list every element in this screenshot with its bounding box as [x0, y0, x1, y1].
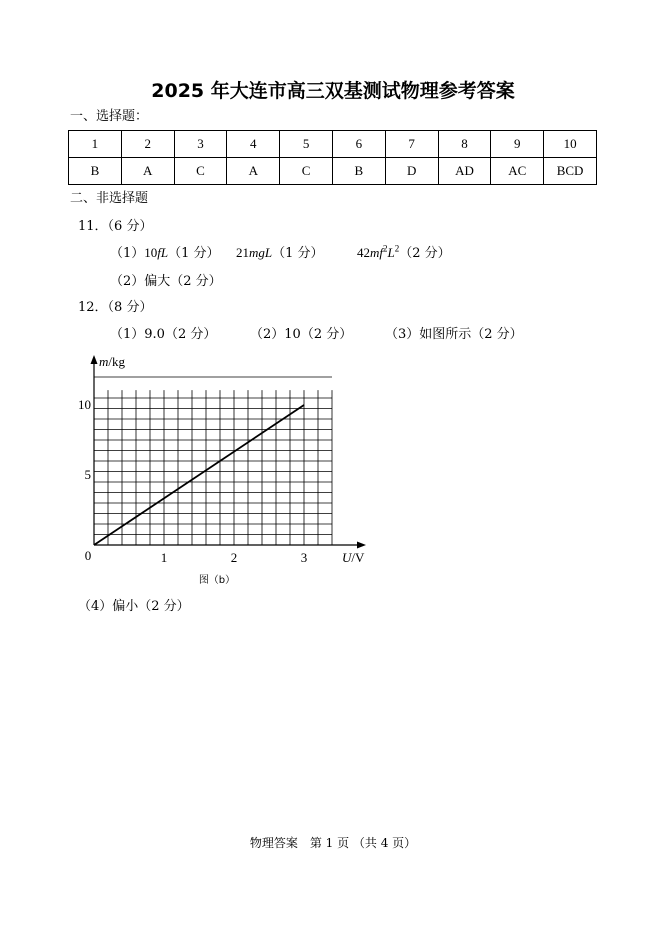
answer-cell: B	[69, 158, 122, 185]
question-number-cell: 2	[121, 131, 174, 158]
question-number-cell: 10	[544, 131, 597, 158]
question-number-cell: 9	[491, 131, 544, 158]
q12-answer-3: （3）如图所示（2 分）	[385, 327, 523, 342]
q11-a1-value: 10	[144, 245, 158, 260]
axis-unit: /V	[351, 550, 365, 565]
q11-a3-exponent: 2	[394, 243, 400, 254]
y-axis-arrow	[91, 355, 98, 364]
q11-heading: 11．（6 分）	[78, 219, 153, 234]
figure-caption: 图（b）	[198, 575, 236, 586]
axis-unit: /kg	[108, 354, 126, 369]
q11-a2-value: 21	[236, 245, 249, 260]
page-title: 2025 年大连市高三双基测试物理参考答案	[151, 80, 515, 102]
q11-a3-var-m: m	[370, 245, 380, 260]
question-number-cell: 4	[227, 131, 280, 158]
axis-variable: m	[99, 354, 109, 369]
q12-answer-4: （4）偏小（2 分）	[78, 599, 190, 614]
q11-a3-var-f: f	[379, 245, 384, 260]
answer-cell: BCD	[544, 158, 597, 185]
x-tick-label: 2	[230, 550, 238, 565]
q12-heading: 12．（8 分）	[78, 300, 153, 315]
axis-variable: U	[342, 550, 352, 565]
question-number-cell: 7	[385, 131, 438, 158]
x-tick-label: 0	[84, 548, 92, 563]
x-axis-arrow	[357, 542, 366, 549]
answer-cell: A	[227, 158, 280, 185]
q11-a3-var-L: L	[387, 245, 395, 260]
question-number-cell: 5	[280, 131, 333, 158]
q11-a3-exponent: 2	[383, 243, 388, 254]
question-number-cell: 8	[438, 131, 491, 158]
chart-grid	[94, 377, 332, 545]
answer-cell: AD	[438, 158, 491, 185]
q11-a2-variable: mgL	[249, 245, 273, 260]
answer-cell: AC	[491, 158, 544, 185]
answer-cell: D	[385, 158, 438, 185]
x-axis-label	[342, 550, 365, 565]
page-footer: 物理答案 第 1 页 （共 4 页）	[249, 836, 417, 850]
section-nonchoice-heading: 二、非选择题	[70, 191, 149, 206]
section-choice-heading: 一、选择题：	[70, 109, 149, 124]
question-number-cell: 6	[332, 131, 385, 158]
y-tick-label: 10	[78, 397, 91, 412]
q12-answer-1: （1）9.0（2 分）	[110, 327, 217, 342]
q11-part-label: （1）	[110, 246, 145, 261]
question-number-cell: 1	[69, 131, 122, 158]
answer-cell: C	[174, 158, 227, 185]
answer-cell: A	[121, 158, 174, 185]
question-number-cell: 3	[174, 131, 227, 158]
x-tick-label: 3	[300, 550, 308, 565]
q12-answer-2: （2）10（2 分）	[250, 327, 353, 342]
y-axis-label	[99, 354, 126, 369]
y-tick-label: 5	[84, 467, 91, 482]
q11-a3-value: 42	[357, 245, 370, 260]
q11-a1-score: （1 分）	[168, 246, 220, 261]
q11-a3-score: （2 分）	[399, 246, 451, 261]
q11-a1-variable: fL	[157, 245, 169, 260]
x-tick-label: 1	[160, 550, 168, 565]
q11-answer-part2: （2）偏大（2 分）	[110, 274, 222, 289]
answer-cell: C	[280, 158, 333, 185]
q11-a2-score: （1 分）	[272, 246, 324, 261]
answer-cell: B	[332, 158, 385, 185]
